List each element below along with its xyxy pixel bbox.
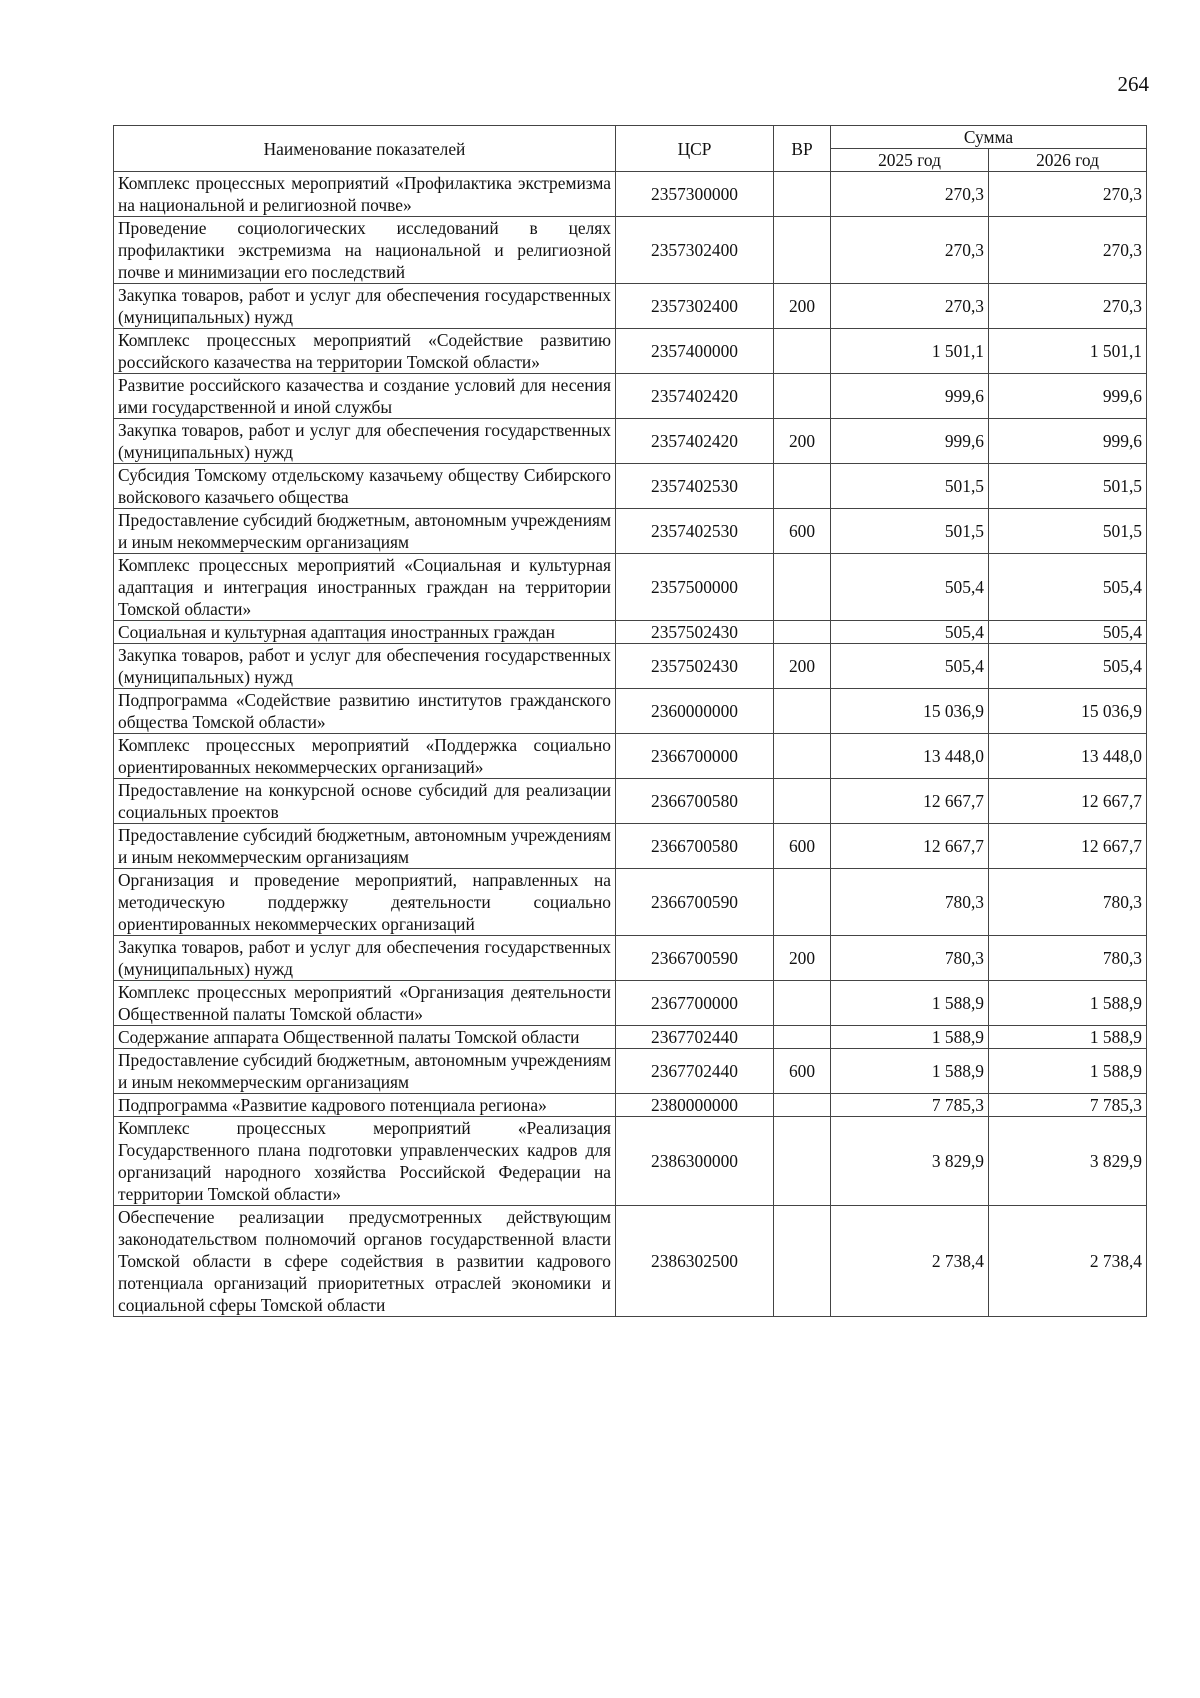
row-csr: 2386300000 xyxy=(616,1117,774,1206)
header-year-2025: 2025 год xyxy=(831,149,989,172)
page-number: 264 xyxy=(1117,72,1149,96)
row-vr xyxy=(774,1094,831,1117)
table-row xyxy=(114,172,1147,217)
row-name: Закупка товаров, работ и услуг для обеспечения государственных (муниципальных) нужд xyxy=(114,644,616,689)
table-row xyxy=(114,869,1147,936)
row-sum-2025: 12 667,7 xyxy=(831,824,989,869)
row-sum-2026: 270,3 xyxy=(989,172,1147,217)
table-row xyxy=(114,1206,1147,1317)
row-csr: 2357302400 xyxy=(616,217,774,284)
row-sum-2026: 270,3 xyxy=(989,284,1147,329)
row-name: Социальная и культурная адаптация иностранных граждан xyxy=(114,621,616,644)
row-csr: 2357402420 xyxy=(616,419,774,464)
table-row xyxy=(114,824,1147,869)
row-csr: 2367700000 xyxy=(616,981,774,1026)
row-sum-2025: 1 501,1 xyxy=(831,329,989,374)
row-name: Организация и проведение мероприятий, направленных на методическую поддержку деятельности социально ориентированных некоммерческих организаций xyxy=(114,869,616,936)
row-vr xyxy=(774,172,831,217)
row-csr: 2357302400 xyxy=(616,284,774,329)
row-vr xyxy=(774,1026,831,1049)
row-sum-2026: 999,6 xyxy=(989,374,1147,419)
table-body xyxy=(114,172,1147,1317)
row-vr xyxy=(774,217,831,284)
row-vr xyxy=(774,734,831,779)
row-name: Комплекс процессных мероприятий «Содействие развитию российского казачества на территории Томской области» xyxy=(114,329,616,374)
row-csr: 2357500000 xyxy=(616,554,774,621)
row-name: Комплекс процессных мероприятий «Профилактика экстремизма на национальной и религиозной почве» xyxy=(114,172,616,217)
row-csr: 2357502430 xyxy=(616,644,774,689)
row-vr: 200 xyxy=(774,284,831,329)
table-row xyxy=(114,217,1147,284)
row-csr: 2380000000 xyxy=(616,1094,774,1117)
row-name: Обеспечение реализации предусмотренных действующим законодательством полномочий органов государственной власти Томской области в сфере содействия в развитии кадрового потенциала организаций приоритетных отраслей экономики и социальной сферы Томской области xyxy=(114,1206,616,1317)
row-vr xyxy=(774,869,831,936)
table-row xyxy=(114,981,1147,1026)
row-vr xyxy=(774,374,831,419)
table-row xyxy=(114,509,1147,554)
row-csr: 2357300000 xyxy=(616,172,774,217)
row-sum-2026: 505,4 xyxy=(989,621,1147,644)
row-sum-2026: 505,4 xyxy=(989,554,1147,621)
table-row xyxy=(114,374,1147,419)
row-sum-2025: 999,6 xyxy=(831,374,989,419)
row-vr xyxy=(774,329,831,374)
row-name: Комплекс процессных мероприятий «Поддержка социально ориентированных некоммерческих организаций» xyxy=(114,734,616,779)
row-csr: 2366700000 xyxy=(616,734,774,779)
row-sum-2025: 13 448,0 xyxy=(831,734,989,779)
row-csr: 2357402420 xyxy=(616,374,774,419)
row-name: Подпрограмма «Содействие развитию институтов гражданского общества Томской области» xyxy=(114,689,616,734)
row-sum-2026: 3 829,9 xyxy=(989,1117,1147,1206)
row-name: Предоставление субсидий бюджетным, автономным учреждениям и иным некоммерческим организациям xyxy=(114,824,616,869)
row-sum-2026: 12 667,7 xyxy=(989,779,1147,824)
row-vr xyxy=(774,464,831,509)
table-row xyxy=(114,1049,1147,1094)
row-sum-2025: 270,3 xyxy=(831,172,989,217)
table-row xyxy=(114,936,1147,981)
row-name: Закупка товаров, работ и услуг для обеспечения государственных (муниципальных) нужд xyxy=(114,284,616,329)
row-name: Проведение социологических исследований в целях профилактики экстремизма на национальной и религиозной почве и минимизации его последствий xyxy=(114,217,616,284)
row-sum-2025: 501,5 xyxy=(831,509,989,554)
row-sum-2026: 780,3 xyxy=(989,936,1147,981)
row-sum-2025: 270,3 xyxy=(831,284,989,329)
row-vr xyxy=(774,689,831,734)
row-csr: 2366700590 xyxy=(616,869,774,936)
row-vr: 600 xyxy=(774,1049,831,1094)
header-vr: ВР xyxy=(774,126,831,172)
row-sum-2025: 505,4 xyxy=(831,644,989,689)
table-row xyxy=(114,644,1147,689)
row-name: Предоставление субсидий бюджетным, автономным учреждениям и иным некоммерческим организациям xyxy=(114,1049,616,1094)
row-name: Комплекс процессных мероприятий «Социальная и культурная адаптация и интеграция иностранных граждан на территории Томской области» xyxy=(114,554,616,621)
header-sum: Сумма xyxy=(831,126,1147,149)
row-sum-2026: 501,5 xyxy=(989,509,1147,554)
table-row xyxy=(114,554,1147,621)
table-row xyxy=(114,779,1147,824)
table-row xyxy=(114,284,1147,329)
row-vr xyxy=(774,1206,831,1317)
row-csr: 2357502430 xyxy=(616,621,774,644)
table-row xyxy=(114,329,1147,374)
row-sum-2026: 12 667,7 xyxy=(989,824,1147,869)
row-vr xyxy=(774,981,831,1026)
table-row xyxy=(114,689,1147,734)
row-vr: 600 xyxy=(774,824,831,869)
row-name: Комплекс процессных мероприятий «Реализация Государственного плана подготовки управленческих кадров для организаций народного хозяйства Российской Федерации на территории Томской области» xyxy=(114,1117,616,1206)
row-vr: 200 xyxy=(774,419,831,464)
row-csr: 2386302500 xyxy=(616,1206,774,1317)
row-csr: 2366700580 xyxy=(616,779,774,824)
row-name: Комплекс процессных мероприятий «Организация деятельности Общественной палаты Томской области» xyxy=(114,981,616,1026)
row-vr xyxy=(774,621,831,644)
row-vr: 200 xyxy=(774,644,831,689)
header-csr: ЦСР xyxy=(616,126,774,172)
row-name: Закупка товаров, работ и услуг для обеспечения государственных (муниципальных) нужд xyxy=(114,419,616,464)
row-sum-2025: 501,5 xyxy=(831,464,989,509)
row-sum-2026: 505,4 xyxy=(989,644,1147,689)
table-row xyxy=(114,1094,1147,1117)
table-row xyxy=(114,1117,1147,1206)
table-header xyxy=(114,126,1147,172)
header-name: Наименование показателей xyxy=(114,126,616,172)
row-sum-2026: 1 588,9 xyxy=(989,981,1147,1026)
row-csr: 2366700580 xyxy=(616,824,774,869)
budget-table xyxy=(113,125,1147,1317)
row-vr xyxy=(774,1117,831,1206)
row-sum-2025: 505,4 xyxy=(831,554,989,621)
row-csr: 2367702440 xyxy=(616,1026,774,1049)
row-sum-2026: 2 738,4 xyxy=(989,1206,1147,1317)
row-sum-2026: 1 588,9 xyxy=(989,1026,1147,1049)
row-sum-2026: 7 785,3 xyxy=(989,1094,1147,1117)
row-name: Содержание аппарата Общественной палаты Томской области xyxy=(114,1026,616,1049)
row-sum-2025: 15 036,9 xyxy=(831,689,989,734)
row-name: Субсидия Томскому отдельскому казачьему обществу Сибирского войскового казачьего общества xyxy=(114,464,616,509)
row-sum-2025: 1 588,9 xyxy=(831,1049,989,1094)
row-vr xyxy=(774,554,831,621)
row-sum-2026: 999,6 xyxy=(989,419,1147,464)
row-sum-2025: 999,6 xyxy=(831,419,989,464)
table-row xyxy=(114,419,1147,464)
table-row xyxy=(114,1026,1147,1049)
row-sum-2026: 13 448,0 xyxy=(989,734,1147,779)
row-sum-2025: 780,3 xyxy=(831,869,989,936)
row-vr: 600 xyxy=(774,509,831,554)
table-row xyxy=(114,621,1147,644)
row-vr: 200 xyxy=(774,936,831,981)
row-sum-2025: 270,3 xyxy=(831,217,989,284)
row-sum-2025: 780,3 xyxy=(831,936,989,981)
row-csr: 2357400000 xyxy=(616,329,774,374)
header-year-2026: 2026 год xyxy=(989,149,1147,172)
row-name: Подпрограмма «Развитие кадрового потенциала региона» xyxy=(114,1094,616,1117)
row-sum-2025: 3 829,9 xyxy=(831,1117,989,1206)
row-sum-2025: 505,4 xyxy=(831,621,989,644)
row-sum-2026: 15 036,9 xyxy=(989,689,1147,734)
row-name: Закупка товаров, работ и услуг для обеспечения государственных (муниципальных) нужд xyxy=(114,936,616,981)
row-sum-2025: 7 785,3 xyxy=(831,1094,989,1117)
row-csr: 2367702440 xyxy=(616,1049,774,1094)
row-name: Предоставление субсидий бюджетным, автономным учреждениям и иным некоммерческим организациям xyxy=(114,509,616,554)
row-sum-2025: 2 738,4 xyxy=(831,1206,989,1317)
row-name: Развитие российского казачества и создание условий для несения ими государственной и иной службы xyxy=(114,374,616,419)
row-sum-2026: 1 588,9 xyxy=(989,1049,1147,1094)
row-csr: 2357402530 xyxy=(616,464,774,509)
row-sum-2026: 1 501,1 xyxy=(989,329,1147,374)
row-sum-2025: 12 667,7 xyxy=(831,779,989,824)
row-sum-2026: 780,3 xyxy=(989,869,1147,936)
row-sum-2026: 501,5 xyxy=(989,464,1147,509)
row-sum-2026: 270,3 xyxy=(989,217,1147,284)
row-csr: 2366700590 xyxy=(616,936,774,981)
row-sum-2025: 1 588,9 xyxy=(831,981,989,1026)
row-csr: 2357402530 xyxy=(616,509,774,554)
table-row xyxy=(114,734,1147,779)
row-vr xyxy=(774,779,831,824)
row-sum-2025: 1 588,9 xyxy=(831,1026,989,1049)
row-name: Предоставление на конкурсной основе субсидий для реализации социальных проектов xyxy=(114,779,616,824)
row-csr: 2360000000 xyxy=(616,689,774,734)
table-row xyxy=(114,464,1147,509)
